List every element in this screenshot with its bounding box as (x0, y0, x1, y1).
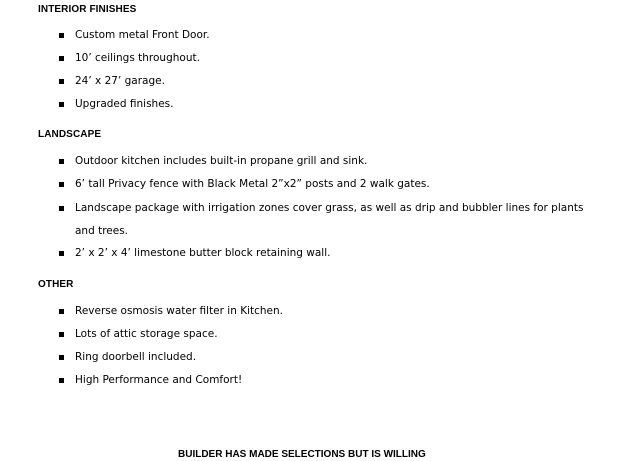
bullet-icon (59, 159, 64, 164)
bullet-icon (59, 251, 64, 256)
list-item: 10’ ceilings throughout. (75, 52, 200, 64)
bullet-icon (59, 79, 64, 84)
list-item: Custom metal Front Door. (75, 29, 210, 41)
list-item: Ring doorbell included. (75, 351, 197, 363)
bullet-icon (59, 309, 64, 314)
list-item: 6’ tall Privacy fence with Black Metal 2”x2” posts and 2 walk gates. (75, 178, 430, 190)
bullet-icon (59, 56, 64, 61)
section-heading-interior-finishes: INTERIOR FINISHES (38, 4, 137, 15)
list-item: 2’ x 2’ x 4’ limestone butter block retaining wall. (75, 247, 331, 259)
bullet-icon (59, 378, 64, 383)
bullet-icon (59, 182, 64, 187)
list-item: High Performance and Comfort! (75, 374, 243, 386)
list-item: Upgraded finishes. (75, 98, 174, 110)
list-item: 24’ x 27’ garage. (75, 75, 165, 87)
bullet-icon (59, 33, 64, 38)
bullet-icon (59, 102, 64, 107)
list-item: Reverse osmosis water filter in Kitchen. (75, 305, 284, 317)
footer-notice: BUILDER HAS MADE SELECTIONS BUT IS WILLING (178, 449, 426, 460)
bullet-icon (59, 355, 64, 360)
section-heading-other: OTHER (38, 279, 74, 290)
list-item: Outdoor kitchen includes built-in propane grill and sink. (75, 155, 368, 167)
list-item: Landscape package with irrigation zones cover grass, as well as drip and bubbler lines for plants and trees. (75, 202, 584, 237)
list-item: Lots of attic storage space. (75, 328, 218, 340)
section-heading-landscape: LANDSCAPE (38, 129, 102, 140)
bullet-icon (59, 332, 64, 337)
bullet-icon (59, 206, 64, 211)
